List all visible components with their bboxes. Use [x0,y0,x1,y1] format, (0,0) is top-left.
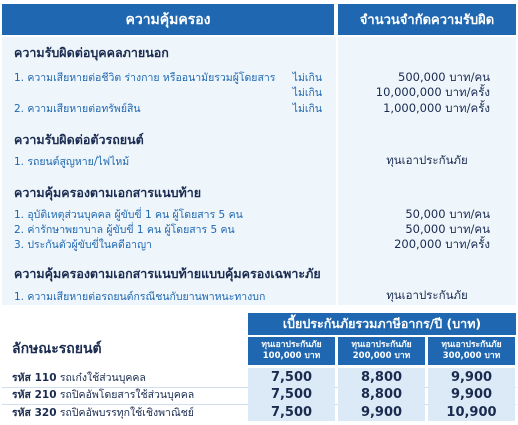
premium-cell: 7,500 [248,385,335,403]
item-bodily-injury: 1. ความเสียหายต่อชีวิต ร่างกาย หรืออนามัยรวมผู้โดยสาร [14,72,276,84]
table-row [2,403,516,421]
column-header-line1: ทุนเอาประกันภัย [351,340,412,350]
vehicle-description: รถปิคอัพโดยสารใช้ส่วนบุคคล [59,389,195,401]
premium-cell: 9,900 [428,368,515,386]
premium-table-title: เบี้ยประกันภัยรวมภาษีอากร/ปี (บาท) [248,313,516,335]
vehicle-description: รถเก๋งใช้ส่วนบุคคล [59,372,146,384]
premium-cell: 10,900 [428,403,515,421]
item-medical-expense: 2. ค่ารักษาพยาบาล ผู้ขับขี่ 1 คน ผู้โดยสาร 5 คน [14,224,235,236]
column-header-line1: ทุนเอาประกันภัย [441,340,502,350]
limit-header: จำนวนจำกัดความรับผิด [338,4,516,35]
column-header-line2: 300,000 บาท [442,351,501,361]
premium-cell: 7,500 [248,368,335,386]
section-own-vehicle-title: ความรับผิดต่อตัวรถยนต์ [14,132,144,147]
amount-collision: ทุนเอาประกันภัย [386,288,468,302]
vehicle-code: รหัส 320 [12,407,57,419]
vehicle-type-label: ลักษณะรถยนต์ [12,341,102,357]
item-bail-bond: 3. ประกันตัวผู้ขับขี่ในคดีอาญา [14,239,152,251]
sum-insured-column-200k [338,337,425,365]
premium-cell: 8,800 [338,368,425,386]
sum-insured-column-300k [428,337,515,365]
amount-bodily-per-time: 10,000,000 บาท/ครั้ง [375,85,490,99]
column-header-line2: 100,000 บาท [262,351,321,361]
amount-bodily-per-person: 500,000 บาท/คน [398,70,490,84]
limit-label: ไม่เกิน [292,103,322,115]
vehicle-code: รหัส 210 [12,389,57,401]
column-header-line1: ทุนเอาประกันภัย [261,340,322,350]
premium-cell: 9,900 [338,403,425,421]
column-divider [336,37,338,305]
section-third-party-title: ความรับผิดต่อบุคคลภายนอก [14,45,169,60]
item-collision-land-vehicle: 1. ความเสียหายต่อรถยนต์กรณีชนกับยานพาหนะทางบก [14,291,266,303]
coverage-header: ความคุ้มครอง [2,4,334,35]
amount-bail-bond: 200,000 บาท/ครั้ง [394,237,490,251]
sum-insured-column-100k [248,337,335,365]
item-theft-fire: 1. รถยนต์สูญหาย/ไฟไหม้ [14,156,130,168]
vehicle-code: รหัส 110 [12,372,57,384]
amount-personal-accident: 50,000 บาท/คน [405,207,490,221]
table-row [2,385,516,403]
premium-cell: 9,900 [428,385,515,403]
limit-label: ไม่เกิน [292,72,322,84]
amount-medical-expense: 50,000 บาท/คน [405,222,490,236]
amount-property: 1,000,000 บาท/ครั้ง [383,101,490,115]
premium-cell: 8,800 [338,385,425,403]
section-named-peril-title: ความคุ้มครองตามเอกสารแนบท้ายแบบคุ้มครองเฉพาะภัย [14,266,321,281]
vehicle-description: รถปิคอัพบรรทุกใช้เชิงพาณิชย์ [59,407,194,419]
section-endorsement-title: ความคุ้มครองตามเอกสารแนบท้าย [14,185,202,200]
limit-label: ไม่เกิน [292,87,322,99]
coverage-panel [2,37,516,305]
item-personal-accident: 1. อุบัติเหตุส่วนบุคคล ผู้ขับขี่ 1 คน ผู้โดยสาร 5 คน [14,209,243,221]
table-row [2,368,516,386]
premium-cell: 7,500 [248,403,335,421]
amount-theft-fire: ทุนเอาประกันภัย [386,153,468,167]
column-header-line2: 200,000 บาท [352,351,411,361]
item-property-damage: 2. ความเสียหายต่อทรัพย์สิน [14,103,141,115]
